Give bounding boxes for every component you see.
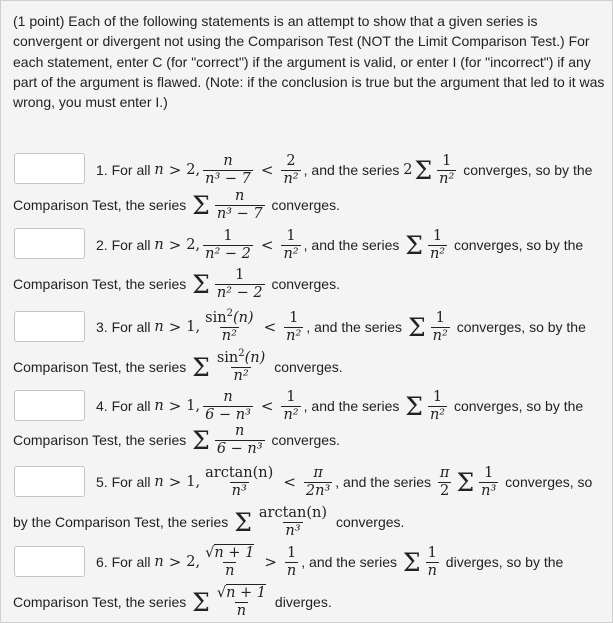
statement-1-conclusion: Comparison Test, the series Σ $\frac{n}{\text{n³ − 7}}$ converges. [13,187,340,222]
fraction: $\frac{1}{n}$ [427,544,437,579]
answer-input-6[interactable] [14,546,85,577]
fraction: $\frac{√n + 1}{n}$ [205,544,255,579]
sigma-symbol: Σ [234,508,252,537]
statement-5-conclusion: by the Comparison Test, the series Σ $\frac{\arctan(n)}{\text{n³}}$ converges. [13,504,405,539]
statement-5-hypothesis: 5. For all n > 1 , $\frac{\arctan(n)}{\text{n³}}$ < $\frac{\pi}{\text{2n³}}$ , and the series $\frac{\pi}{2}$ Σ $\frac{1}{\text{n³}}$ converges, so [96,464,593,499]
fraction: $\frac{\sin^2(n)}{\text{n²}}$ [216,347,266,384]
answer-input-3[interactable] [14,311,85,342]
answer-input-4[interactable] [14,390,85,421]
sigma-symbol: Σ [407,313,426,342]
sigma-symbol: Σ [405,231,423,260]
fraction: $\frac{\arctan(n)}{\text{n³}}$ [205,464,274,499]
sigma-symbol: Σ [405,392,423,421]
fraction: $\frac{1}{\text{n²}}$ [429,227,446,262]
statement-2-conclusion: Comparison Test, the series Σ $\frac{1}{\text{n² − 2}}$ converges. [13,266,340,301]
fraction: $\frac{\arctan(n)}{\text{n³}}$ [258,504,328,539]
sigma-symbol: Σ [192,270,210,299]
statement-3-conclusion: Comparison Test, the series Σ $\frac{\sin^2(n)}{\text{n²}}$ converges. [13,347,343,384]
fraction: $\frac{1}{\text{n²}}$ [283,388,299,423]
statement-6-conclusion: Comparison Test, the series Σ $\frac{√n + 1}{n}$ diverges. [13,584,332,619]
statement-6-hypothesis: 6. For all n > 2 , $\frac{√n + 1}{n}$ > $\frac{1}{n}$ , and the series Σ $\frac{1}{n}$ diverges, so by the [96,544,564,579]
statement-1-hypothesis: 1. For all n > 2 , $\frac{n}{\text{n³ − 7}}$ < $\frac{2}{\text{n²}}$ , and the series 2 Σ $\frac{1}{\text{n²}}$ converges, so by the [96,152,593,187]
answer-input-5[interactable] [14,466,85,497]
fraction: $\frac{n}{\text{n³ − 7}}$ [216,187,263,222]
fraction: $\frac{√n + 1}{n}$ [216,584,267,619]
statement-2-hypothesis: 2. For all n > 2 , $\frac{1}{\text{n² − 2}}$ < $\frac{1}{\text{n²}}$ , and the series Σ $\frac{1}{\text{n²}}$ converges, so by the [96,227,584,262]
fraction: $\frac{n}{\text{6 − n³}}$ [216,422,263,457]
statement-3-hypothesis: 3. For all n > 1 , $\frac{\sin^2(n)}{\text{n²}}$ < $\frac{1}{\text{n²}}$ , and the series Σ $\frac{1}{\text{n²}}$ converges, so by the [96,307,586,344]
fraction: $\frac{1}{\text{n³}}$ [481,464,497,499]
sigma-symbol: Σ [192,191,210,220]
problem-instructions: (1 point) Each of the following statements is an attempt to show that a given series is convergent or divergent not using the Comparison Test (NOT the Limit Comparison Test.) For each statement, enter C (for "correct") if the argument is valid, or enter I (for "incorrect") if any part of the argument is flawed. (Note: if the conclusion is true but the argument that led to it was wrong, you must enter I.) [13,13,605,111]
fraction: $\frac{2}{\text{n²}}$ [283,152,299,187]
fraction: $\frac{1}{\text{n²}}$ [286,309,302,344]
fraction: $\frac{1}{\text{n² − 2}}$ [205,227,251,262]
answer-input-2[interactable] [14,228,85,259]
sigma-symbol: Σ [456,468,475,497]
sigma-symbol: Σ [192,353,210,382]
fraction: $\frac{1}{\text{n² − 2}}$ [216,266,263,301]
statement-4-conclusion: Comparison Test, the series Σ $\frac{n}{\text{6 − n³}}$ converges. [13,422,340,457]
fraction: $\frac{1}{\text{n²}}$ [432,309,448,344]
sigma-symbol: Σ [192,588,210,617]
sigma-symbol: Σ [414,156,433,185]
fraction: $\frac{\sin^2(n)}{\text{n²}}$ [205,307,254,344]
sigma-symbol: Σ [402,548,421,577]
sigma-symbol: Σ [192,426,210,455]
fraction: $\frac{\pi}{2}$ [439,464,450,499]
fraction: $\frac{n}{\text{n³ − 7}}$ [205,152,251,187]
answer-input-1[interactable] [14,153,85,184]
fraction: $\frac{1}{\text{n²}}$ [283,227,299,262]
fraction: $\frac{1}{\text{n²}}$ [429,388,446,423]
statement-4-hypothesis: 4. For all n > 1 , $\frac{n}{\text{6 − n³}}$ < $\frac{1}{\text{n²}}$ , and the series Σ $\frac{1}{\text{n²}}$ converges, so by the [96,388,584,423]
fraction: $\frac{n}{\text{6 − n³}}$ [205,388,251,423]
fraction: $\frac{1}{n}$ [286,544,297,579]
fraction: $\frac{1}{\text{n²}}$ [439,152,455,187]
fraction: $\frac{\pi}{\text{2n³}}$ [305,464,331,499]
